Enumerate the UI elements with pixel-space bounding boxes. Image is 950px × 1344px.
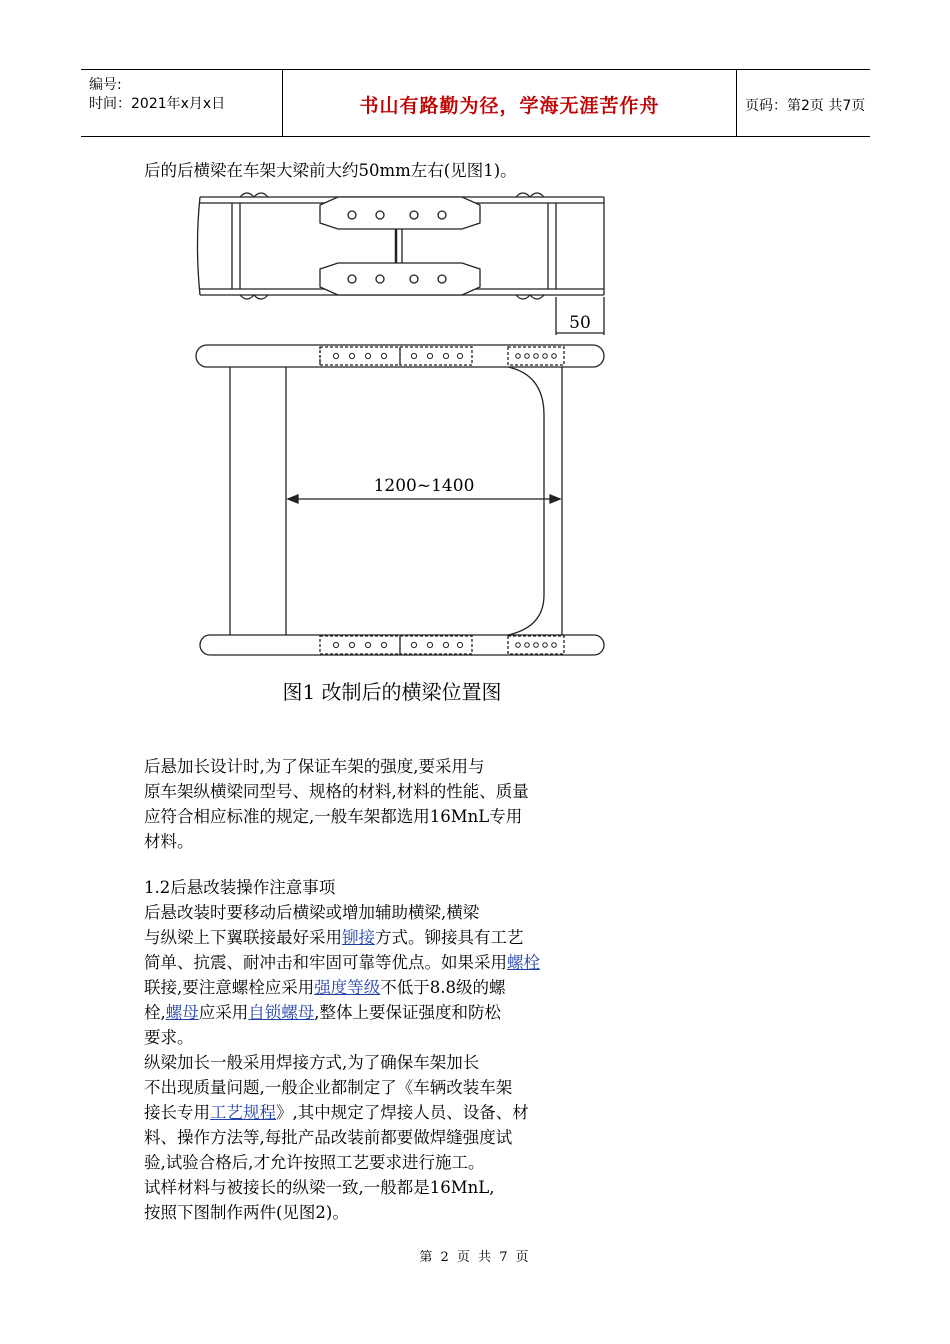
text-span: 联接,要注意螺栓应采用 [144, 978, 315, 997]
para3-line1: 纵梁加长一般采用焊接方式,为了确保车架加长 [144, 1053, 480, 1072]
intro-text: 后的后横梁在车架大梁前大约50mm左右(见图1)。 [144, 161, 517, 180]
crossbeam-diagram [192, 185, 612, 715]
para1-line4: 材料。 [144, 832, 194, 851]
number-label: 编号: [89, 77, 122, 93]
dim-span-label: 1200~1400 [373, 476, 475, 496]
page-footer: 第 2 页 共 7 页 [419, 1250, 531, 1265]
link-process-spec[interactable]: 工艺规程 [210, 1103, 276, 1122]
text-span: 与纵梁上下翼联接最好采用 [144, 928, 342, 947]
header-page-cell [737, 70, 870, 136]
para2-line1: 后悬改装时要移动后横梁或增加辅助横梁,横梁 [144, 903, 480, 922]
header-left-cell [81, 70, 283, 136]
para3-line6: 试样材料与被接长的纵梁一致,一般都是16MnL, [144, 1178, 495, 1197]
text-span: 不低于8.8级的螺 [380, 978, 506, 997]
para2-line3 [144, 952, 540, 974]
text-span: ,整体上要保证强度和防松 [314, 1003, 501, 1022]
para2-line2 [144, 927, 524, 949]
para3-line4: 料、操作方法等,每批产品改装前都要做焊缝强度试 [144, 1128, 513, 1147]
link-bolt[interactable]: 螺栓 [507, 953, 540, 972]
page-header [81, 69, 870, 137]
para3-line2: 不出现质量问题,一般企业都制定了《车辆改装车架 [144, 1078, 513, 1097]
link-lock-nut[interactable]: 自锁螺母 [248, 1003, 315, 1022]
para3-line5: 验,试验合格后,才允许按照工艺要求进行施工。 [144, 1153, 485, 1172]
para1-line2: 原车架纵横梁同型号、规格的材料,材料的性能、质量 [144, 782, 529, 801]
time-label: 时间：2021年x月x日 [89, 96, 226, 112]
para3-line3 [144, 1102, 529, 1124]
para2-line5 [144, 1002, 501, 1024]
link-nut[interactable]: 螺母 [165, 1003, 199, 1022]
para2-line6: 要求。 [144, 1028, 194, 1047]
link-strength-grade[interactable]: 强度等级 [314, 978, 381, 997]
para1-line1: 后悬加长设计时,为了保证车架的强度,要采用与 [144, 757, 485, 776]
text-span: 简单、抗震、耐冲击和牢固可靠等优点。如果采用 [144, 953, 507, 972]
para2-line4 [144, 977, 506, 999]
header-motto-cell [283, 70, 737, 136]
page-info: 页码：第2页 共7页 [745, 98, 866, 114]
text-span: 接长专用 [144, 1103, 210, 1122]
text-span: 应采用 [198, 1003, 249, 1022]
para1-line3: 应符合相应标准的规定,一般车架都选用16MnL专用 [144, 807, 523, 826]
dim-top-label: 50 [569, 313, 591, 333]
figure-1 [192, 185, 612, 719]
motto-text: 书山有路勤为径，学海无涯苦作舟 [359, 95, 660, 117]
text-span: 》,其中规定了焊接人员、设备、材 [276, 1103, 529, 1122]
section-title: 1.2后悬改装操作注意事项 [144, 878, 336, 897]
figure-caption: 图1 改制后的横梁位置图 [282, 680, 502, 704]
para3-line7: 按照下图制作两件(见图2)。 [144, 1203, 349, 1222]
text-span: 栓, [144, 1003, 166, 1022]
link-riveting[interactable]: 铆接 [342, 928, 375, 947]
text-span: 方式。铆接具有工艺 [375, 928, 524, 947]
